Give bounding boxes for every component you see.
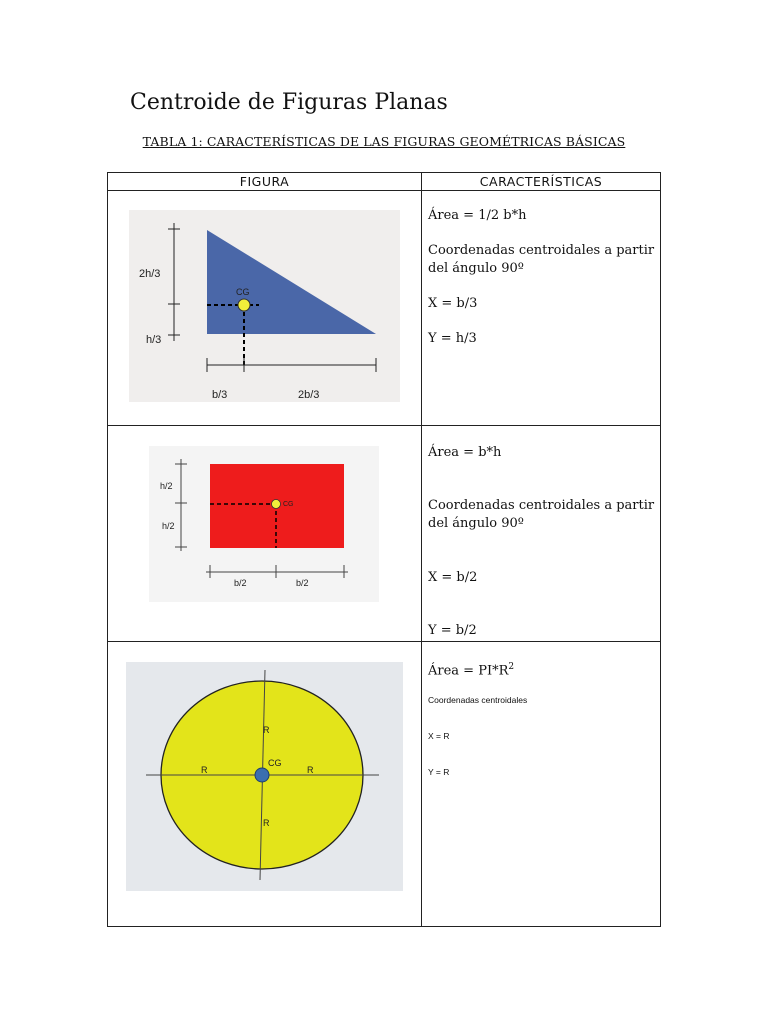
figures-table (107, 172, 661, 927)
label-h3: h/3 (146, 334, 162, 346)
label-cg: CG (268, 758, 282, 768)
triangle-x: X = b/3 (428, 296, 478, 311)
triangle-characteristics (422, 191, 661, 426)
triangle-coords-text: Coordenadas centroidales a partir del ángulo 90º (428, 243, 655, 276)
triangle-diagram (108, 191, 421, 425)
label-r-right: R (307, 765, 314, 775)
circle-area-exponent: 2 (508, 662, 515, 672)
label-cg: CG (236, 287, 250, 297)
label-r-left: R (201, 765, 208, 775)
cg-point (238, 299, 250, 311)
circle-diagram (108, 642, 421, 926)
header-figura: FIGURA (108, 173, 422, 191)
label-2h3: 2h/3 (139, 268, 161, 280)
circle-area (428, 658, 660, 680)
label-r-bottom: R (263, 818, 270, 828)
label-b2-left: b/2 (234, 578, 247, 588)
rectangle-figure-cell (108, 426, 422, 642)
label-cg: CG (283, 501, 294, 508)
cg-point (255, 768, 269, 782)
table-caption: TABLA 1: CARACTERÍSTICAS DE LAS FIGURAS GEOMÉTRICAS BÁSICAS (142, 134, 626, 149)
table-row (108, 191, 661, 426)
label-2b3: 2b/3 (298, 389, 320, 401)
table-header-row (108, 173, 661, 191)
table-row (108, 426, 661, 642)
triangle-area: Área = 1/2 b*h (428, 208, 527, 223)
triangle-y: Y = h/3 (428, 331, 477, 346)
circle-coords-text: Coordenadas centroidales (428, 695, 528, 706)
rectangle-y: Y = b/2 (428, 623, 477, 638)
header-caracteristicas: CARACTERÍSTICAS (422, 173, 661, 191)
label-r-top: R (263, 725, 270, 735)
rectangle-coords-text: Coordenadas centroidales a partir del ángulo 90º (428, 498, 655, 531)
page-title: Centroide de Figuras Planas (130, 90, 448, 115)
cg-point (272, 500, 281, 509)
rectangle-area: Área = b*h (428, 445, 502, 460)
circle-characteristics (422, 642, 661, 927)
label-b3: b/3 (212, 389, 228, 401)
circle-figure-cell (108, 642, 422, 927)
label-b2-right: b/2 (296, 578, 309, 588)
rectangle-characteristics (422, 426, 661, 642)
label-h2-bottom: h/2 (162, 521, 175, 531)
label-h2-top: h/2 (160, 481, 173, 491)
rectangle-x: X = b/2 (428, 570, 478, 585)
table-row (108, 642, 661, 927)
circle-x: X = R (428, 731, 450, 742)
circle-area-text: Área = PI*R (428, 663, 509, 679)
circle-y: Y = R (428, 767, 450, 778)
rectangle-diagram (108, 426, 421, 641)
triangle-figure-cell (108, 191, 422, 426)
